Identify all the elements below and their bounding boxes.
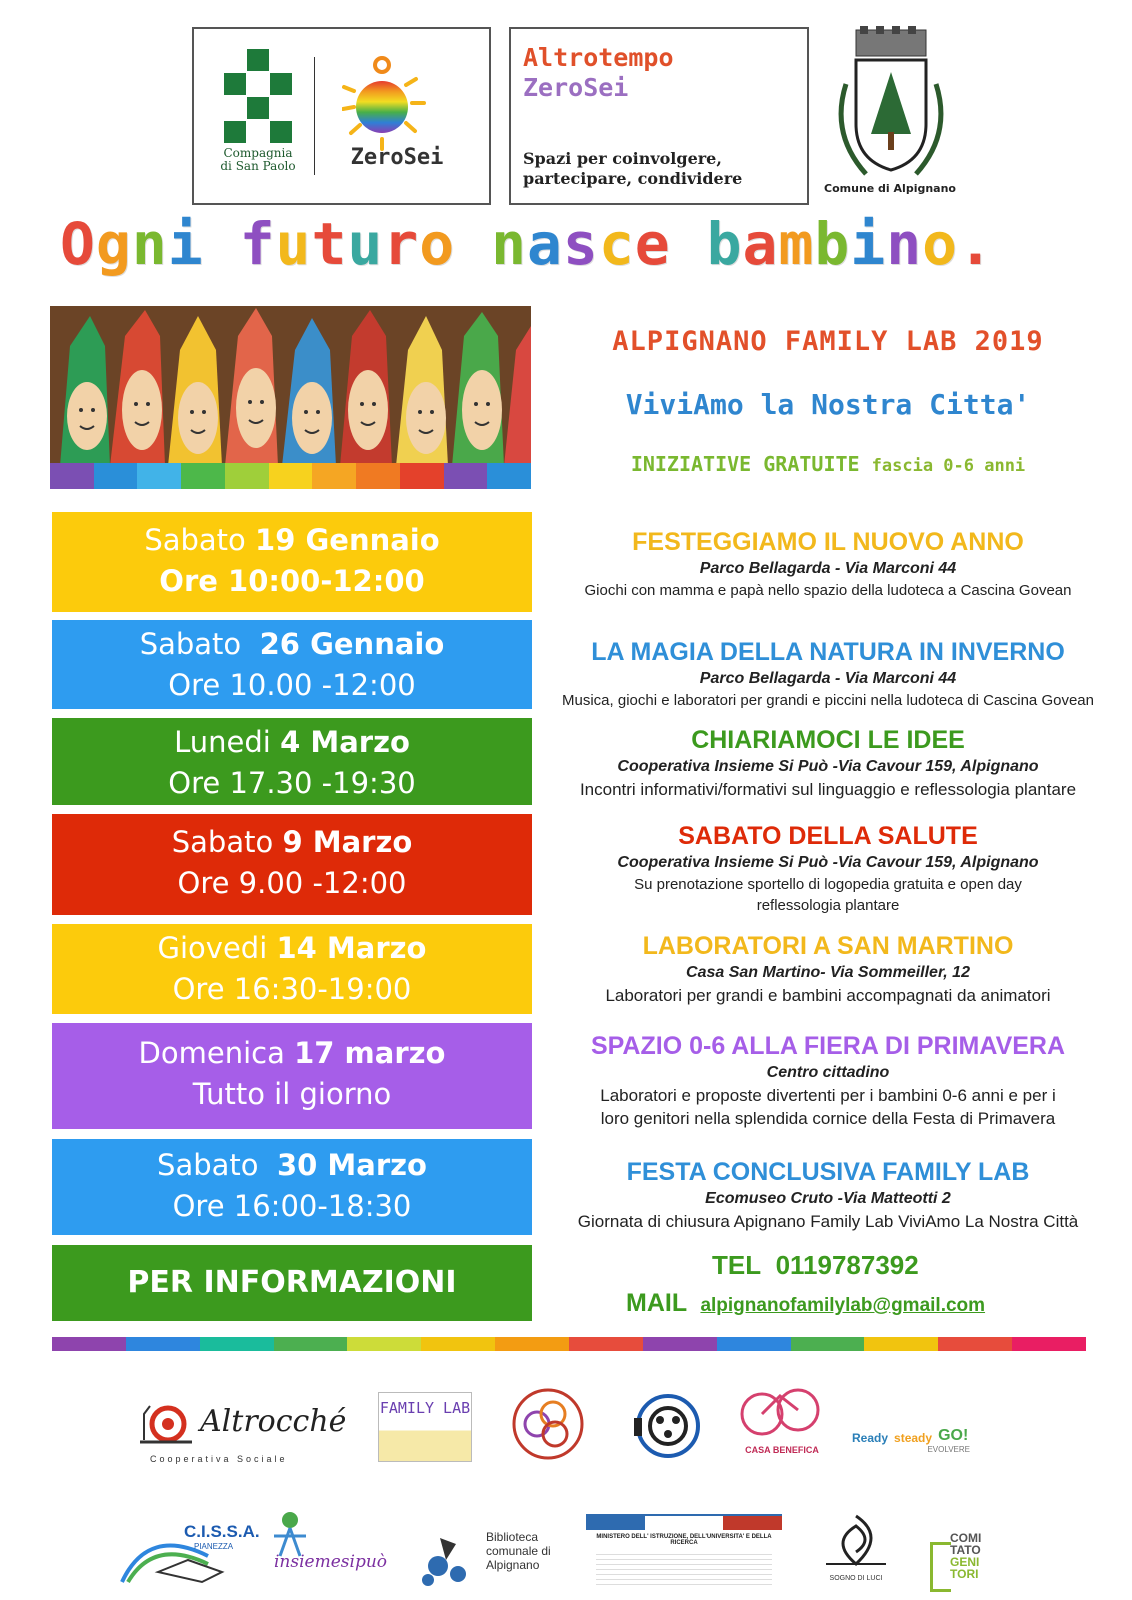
tel-line — [712, 1250, 919, 1281]
date-time: Ore 16:00-18:30 — [172, 1189, 412, 1223]
date-box-6 — [52, 1023, 532, 1129]
comitato-4: TORI — [950, 1567, 979, 1581]
event-desc: Su prenotazione sportello di logopedia gratuita e open day reflessologia plantare — [634, 876, 1022, 914]
lab-tag-b: fascia 0-6 anni — [871, 456, 1026, 476]
date-date: 19 Gennaio — [255, 523, 440, 557]
date-day: Sabato — [144, 523, 246, 557]
date-box-7 — [52, 1139, 532, 1235]
info-box — [52, 1245, 532, 1321]
date-box-3 — [52, 718, 532, 805]
event-place: Cooperativa Insieme Si Può -Via Cavour 159, Alpignano — [617, 758, 1039, 775]
ministero-name: MINISTERO DELL' ISTRUZIONE, DELL'UNIVERSITA' E DELLA RICERCA — [596, 1534, 772, 1546]
event-title: CHIARIAMOCI LE IDEE — [691, 726, 965, 754]
mail-link[interactable]: alpignanofamilylab@gmail.com — [700, 1295, 986, 1316]
lab-subtitle: ViviAmo la Nostra Citta' — [625, 388, 1031, 421]
event-desc: Giornata di chiusura Apignano Family Lab ViviAmo La Nostra Città — [577, 1212, 1079, 1231]
date-date: 30 Marzo — [276, 1148, 427, 1182]
event-title: SABATO DELLA SALUTE — [678, 822, 978, 850]
biblioteca-line1: Biblioteca — [486, 1530, 539, 1544]
date-time: Ore 9.00 -12:00 — [177, 866, 407, 900]
altrotempo-zerosei-logo — [509, 27, 809, 205]
event-1 — [548, 526, 1108, 601]
tel-label: TEL — [712, 1250, 762, 1280]
comitato-genitori-logo — [930, 1532, 990, 1590]
info-label: PER INFORMAZIONI — [127, 1265, 457, 1300]
date-box-5 — [52, 924, 532, 1014]
date-day: Lunedi — [174, 725, 271, 759]
date-day: Sabato — [139, 627, 242, 661]
comune-crest-icon — [826, 24, 956, 184]
zerosei-label: ZeroSei — [350, 145, 444, 170]
cissa-sub: PIANEZZA — [194, 1542, 234, 1551]
comitato-3: GENI — [950, 1555, 980, 1569]
camera-reel-logo-icon — [628, 1392, 708, 1460]
comitato-2: TATO — [950, 1543, 981, 1557]
headline-text: Ogni futuro nasce bambino. — [60, 210, 994, 278]
date-time: Tutto il giorno — [192, 1077, 392, 1111]
event-place: Casa San Martino- Via Sommeiller, 12 — [686, 964, 970, 981]
date-time: Ore 10:00-12:00 — [159, 564, 425, 598]
headline — [60, 210, 1080, 278]
event-title: LA MAGIA DELLA NATURA IN INVERNO — [591, 638, 1065, 666]
date-day: Domenica — [138, 1036, 285, 1070]
altroche-name: Altrocché — [200, 1404, 347, 1439]
date-date: 17 marzo — [294, 1036, 446, 1070]
bike-icon — [736, 1380, 828, 1440]
comitato-1: COMI — [950, 1531, 982, 1545]
cissa-name: C.I.S.S.A. — [184, 1522, 260, 1541]
casa-benefica-name: CASA BENEFICA — [745, 1445, 819, 1455]
event-2 — [548, 636, 1108, 711]
circles-logo-icon — [511, 1384, 585, 1464]
compagnia-san-paolo-zerosei-logo — [192, 27, 491, 205]
event-desc: Giochi con mamma e papà nello spazio della ludoteca a Cascina Govean — [584, 582, 1072, 599]
comune-label: Comune di Alpignano — [824, 182, 956, 195]
event-desc: Laboratori e proposte divertenti per i bambini 0-6 anni e per i loro genitori nella splendida cornice della Festa di Primavera — [600, 1086, 1056, 1128]
zerosei-sun-icon — [342, 51, 452, 151]
event-7 — [548, 1156, 1108, 1233]
date-box-4 — [52, 814, 532, 915]
ministero-logo — [586, 1514, 782, 1594]
family-lab-name: FAMILY LAB — [379, 1399, 471, 1417]
lab-title: ALPIGNANO FAMILY LAB 2019 — [612, 326, 1044, 357]
date-date: 4 Marzo — [280, 725, 410, 759]
checker-cross-icon — [224, 49, 294, 149]
cissa-logo — [118, 1516, 258, 1586]
event-place: Ecomuseo Cruto -Via Matteotti 2 — [705, 1190, 951, 1207]
event-place: Parco Bellagarda - Via Marconi 44 — [699, 560, 957, 577]
event-place: Parco Bellagarda - Via Marconi 44 — [699, 670, 957, 687]
pencils-color-stripe — [50, 463, 531, 489]
event-desc: Laboratori per grandi e bambini accompagnati da animatori — [605, 986, 1051, 1005]
date-box-1 — [52, 512, 532, 612]
date-time: Ore 10.00 -12:00 — [168, 668, 416, 702]
altrotempo-line1: Altrotempo — [523, 43, 674, 72]
go-label: GO! — [938, 1427, 969, 1444]
csp-text-2: di San Paolo — [220, 159, 296, 173]
biblioteca-line2: comunale di — [486, 1544, 551, 1558]
sogno-name: SOGNO DI LUCI — [829, 1575, 883, 1582]
evolvere-label: EVOLVERE — [927, 1445, 970, 1454]
ready-steady-go-logo — [852, 1403, 974, 1467]
event-place: Cooperativa Insieme Si Può -Via Cavour 159, Alpignano — [617, 854, 1039, 871]
event-title: LABORATORI A SAN MARTINO — [642, 932, 1014, 960]
altroche-logo — [136, 1396, 347, 1468]
event-desc: Incontri informativi/formativi sul linguaggio e reflessologia plantare — [579, 780, 1077, 799]
event-place: Centro cittadino — [766, 1064, 890, 1081]
date-date: 14 Marzo — [276, 931, 427, 965]
insieme-name: insiemesipuò — [274, 1552, 388, 1572]
event-6 — [548, 1030, 1108, 1130]
date-date: 26 Gennaio — [259, 627, 445, 661]
event-title: FESTEGGIAMO IL NUOVO ANNO — [632, 528, 1024, 556]
event-4 — [548, 820, 1108, 916]
event-desc: Musica, giochi e laboratori per grandi e piccini nella ludoteca di Cascina Govean — [562, 692, 1094, 709]
ready-label: Ready — [852, 1431, 889, 1445]
altrotempo-sub1: Spazi per coinvolgere, — [523, 149, 722, 168]
sogno-di-luci-logo — [822, 1512, 890, 1586]
lab-tagline — [548, 452, 1108, 476]
date-time: Ore 16:30-19:00 — [172, 972, 412, 1006]
casa-benefica-logo — [736, 1380, 828, 1470]
date-day: Giovedi — [157, 931, 268, 965]
snail-icon — [136, 1396, 196, 1446]
event-5 — [548, 930, 1108, 1007]
mail-label: MAIL — [626, 1289, 688, 1317]
csp-text-1: Compagnia — [223, 146, 293, 160]
event-title: SPAZIO 0-6 ALLA FIERA DI PRIMAVERA — [590, 1032, 1066, 1060]
figure-icon — [270, 1508, 310, 1558]
date-date: 9 Marzo — [282, 825, 413, 859]
altrotempo-line2: ZeroSei — [523, 73, 629, 102]
insieme-si-puo-logo — [270, 1508, 390, 1578]
mail-line — [626, 1289, 985, 1318]
date-day: Sabato — [171, 825, 274, 859]
biblioteca-logo — [420, 1530, 570, 1588]
steady-label: steady — [894, 1431, 933, 1445]
lab-tag-a: INIZIATIVE GRATUITE — [630, 452, 860, 476]
spiral-icon — [822, 1512, 890, 1570]
rainbow-divider — [52, 1337, 1086, 1351]
altroche-sub: Cooperativa Sociale — [150, 1454, 288, 1464]
event-3 — [548, 724, 1108, 801]
event-title: FESTA CONCLUSIVA FAMILY LAB — [626, 1158, 1030, 1186]
date-box-2 — [52, 620, 532, 709]
pencils-illustration-icon — [50, 306, 531, 489]
pencils-photo — [50, 306, 531, 489]
family-lab-logo — [378, 1392, 472, 1462]
altrotempo-sub2: partecipare, condividere — [523, 169, 743, 188]
date-day: Sabato — [157, 1148, 259, 1182]
book-reader-icon — [420, 1530, 484, 1586]
tel-number[interactable]: 0119787392 — [775, 1250, 919, 1280]
biblioteca-line3: Alpignano — [486, 1558, 540, 1572]
date-time: Ore 17.30 -19:30 — [168, 766, 416, 800]
